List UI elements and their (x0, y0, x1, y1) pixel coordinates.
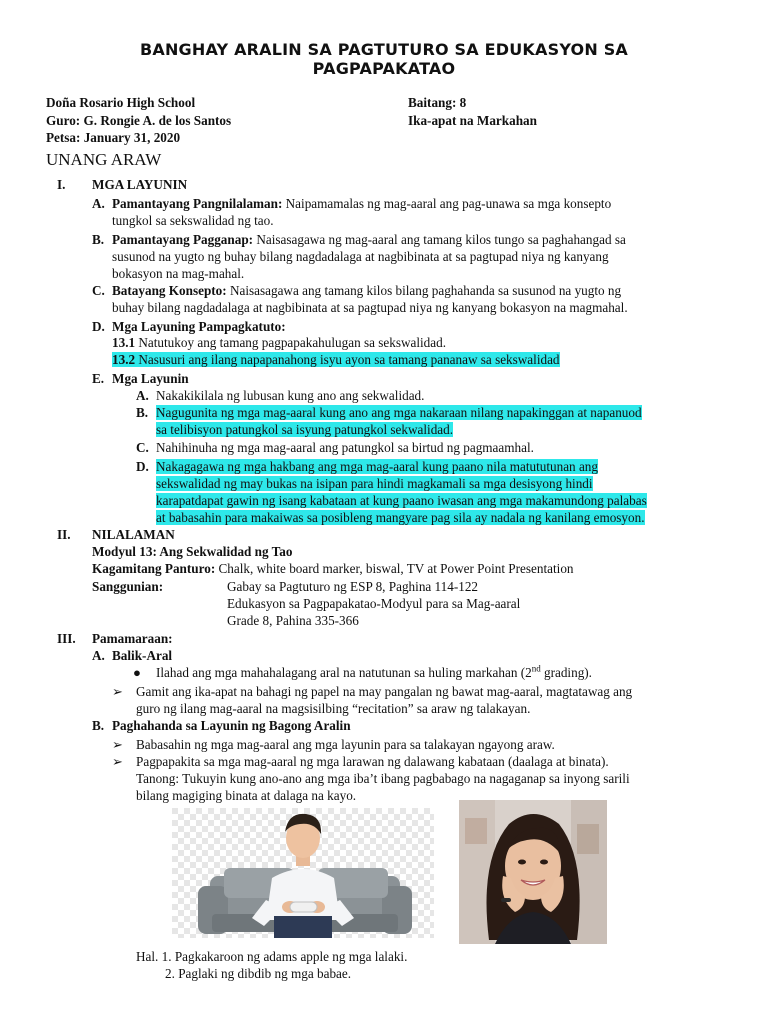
sub-a-text: Nakakikilala ng lubusan kung ano ang sekwalidad. (156, 388, 425, 403)
bullet-1-superscript: nd (531, 663, 541, 674)
lesson-date: Petsa: January 31, 2020 (46, 130, 181, 145)
reference-line-1: Gabay sa Pagtuturo ng ESP 8, Paghina 114-122 (227, 579, 479, 594)
arrow-1-line-1: Gamit ang ika-apat na bahagi ng papel na may pangalan ng bawat mag-aaral, magtatawag ang (136, 684, 633, 699)
teacher-name: Guro: G. Rongie A. de los Santos (46, 113, 232, 128)
arrow-3-text: Pagpapakita sa mga mag-aaral ng mga larawan ng dalawang kabataan (daalaga at binata). (136, 754, 609, 769)
item-c-label: C. (92, 283, 105, 298)
sub-d-label: D. (136, 459, 149, 474)
objective-13-2-highlight (112, 352, 560, 367)
item-a-line-2: tungkol sa sekswalidad ng tao. (112, 213, 274, 228)
boy-illustration (172, 808, 434, 938)
reference-line-2: Edukasyon sa Pagpapakatao-Modyul para sa Mag-aaral (227, 596, 521, 611)
sub-b-line-2-text: sa telibisyon patungkol sa isyung patungkol sekwalidad. (156, 422, 454, 437)
item-a-heading: Pamantayang Pangnilalaman: (112, 196, 283, 211)
arrow-1-line-2: guro ng ilang mag-aaral na magsisilbing “recitation” sa araw ng talakayan. (136, 701, 531, 716)
day-heading: UNANG ARAW (46, 150, 162, 169)
sub-d-line-4 (156, 510, 645, 526)
item-b-heading: Pamantayang Pagganap: (112, 232, 254, 247)
bullet-1-end: grading). (540, 665, 592, 680)
sub-d-line-4-text: at babasahin para makaiwas sa posibleng mangyare pag sila ay nadala ng kanilang emosyon. (156, 510, 645, 525)
sub-c-text: Nahihinuha ng mga mag-aaral ang patungkol sa birtud ng pagmaamhal. (156, 440, 534, 455)
arrow-icon: ➢ (112, 684, 124, 699)
item-e-label: E. (92, 371, 105, 386)
sub-d-line-2 (156, 476, 593, 492)
item-c-text: Naisasagawa ang tamang kilos bilang paghahanda sa susunod na yugto ng (226, 283, 622, 298)
sub-a-label: A. (136, 388, 149, 403)
section-3-number: III. (57, 631, 76, 646)
quarter: Ika-apat na Markahan (408, 113, 537, 128)
sub-b-line-2 (156, 422, 453, 438)
section-1-number: I. (57, 177, 66, 192)
girl-illustration (459, 800, 607, 944)
materials-heading: Kagamitang Panturo: (92, 561, 216, 576)
item-c-line-1 (112, 283, 621, 299)
objective-13-1 (112, 335, 446, 351)
arrow-icon: ➢ (112, 754, 124, 769)
objective-13-2-number: 13.2 (112, 352, 136, 367)
sub-d-line-1 (156, 459, 598, 475)
objective-13-1-number: 13.1 (112, 335, 136, 350)
section-3-title: Pamamaraan: (92, 631, 173, 646)
objective-13-2-text: Nasusuri ang ilang napapanahong isyu ayon sa tamang pananaw sa sekswalidad (135, 352, 560, 367)
materials-line (92, 561, 574, 577)
title-line-1: BANGHAY ARALIN SA PAGTUTURO SA EDUKASYON SA (139, 40, 629, 59)
school-name: Doña Rosario High School (46, 95, 196, 110)
materials-text: Chalk, white board marker, biswal, TV at Power Point Presentation (215, 561, 574, 576)
bullet-icon: ● (133, 665, 141, 680)
section-2-title: NILALAMAN (92, 527, 175, 542)
bullet-1-main: Ilahad ang mga mahahalagang aral na natutunan sa huling markahan (2 (156, 665, 532, 680)
bullet-1-text (156, 665, 592, 681)
title-line-2: PAGPAPAKATAO (312, 59, 456, 78)
item-b-line-2: susunod na yugto ng buhay bilang nagdadalaga at nagbibinata at sa pagtupad niya ng kanyang (112, 249, 609, 264)
item-d-label: D. (92, 319, 105, 334)
objective-13-2 (112, 352, 560, 368)
item-a-text: Naipamamalas ng mag-aaral ang pag-unawa sa mga konsepto (282, 196, 612, 211)
step-a-title: Balik-Aral (112, 648, 173, 663)
objective-13-1-text: Natutukoy ang tamang pagpapakahulugan sa sekswalidad. (135, 335, 446, 350)
sub-b-line-1 (156, 405, 642, 421)
sub-b-label: B. (136, 405, 149, 420)
document-title (40, 40, 728, 78)
item-b-line-1 (112, 232, 626, 248)
item-a-label: A. (92, 196, 105, 211)
sub-d-line-2-text: sekswalidad ng may bukas na isipan para hindi magkamali sa mga desisyong hindi (156, 476, 593, 491)
item-e-heading: Mga Layunin (112, 371, 189, 386)
example-line-2: 2. Paglaki ng dibdib ng mga babae. (165, 966, 352, 981)
module-title: Modyul 13: Ang Sekwalidad ng Tao (92, 544, 293, 559)
sub-c-label: C. (136, 440, 149, 455)
item-a-line-1 (112, 196, 611, 212)
references-heading: Sanggunian: (92, 579, 164, 594)
sub-d-line-1-text: Nakagagawa ng mga hakbang ang mga mag-aaral kung paano nila matututunan ang (156, 459, 598, 474)
sub-d-line-3-text: karapatdapat gawin ng isang kabataan at kung paano iwasan ang mga makamundong palabas (156, 493, 647, 508)
question-line-1: Tanong: Tukuyin kung ano-ano ang mga iba’t ibang pagbabago na nagaganap sa inyong sarili (136, 771, 630, 786)
item-b-text: Naisasagawa ng mag-aaral ang tamang kilos tungo sa paghahangad sa (253, 232, 626, 247)
item-b-line-3: bokasyon na mag-mahal. (112, 266, 245, 281)
item-d-heading: Mga Layuning Pampagkatuto: (112, 319, 286, 334)
reference-line-3: Grade 8, Pahina 335-366 (227, 613, 359, 628)
item-b-label: B. (92, 232, 105, 247)
section-1-title: MGA LAYUNIN (92, 177, 188, 192)
item-c-heading: Batayang Konsepto: (112, 283, 227, 298)
step-a-label: A. (92, 648, 105, 663)
photo-boy-gaming (172, 808, 434, 938)
arrow-icon: ➢ (112, 737, 124, 752)
step-b-label: B. (92, 718, 105, 733)
section-2-number: II. (57, 527, 71, 542)
question-line-2: bilang magiging binata at dalaga na kayo. (136, 788, 357, 803)
example-line-1: Hal. 1. Pagkakaroon ng adams apple ng mga lalaki. (136, 949, 408, 964)
sub-b-line-1-text: Nagugunita ng mga mag-aaral kung ano ang mga nakaraan nilang napakinggan at napanuod (156, 405, 642, 420)
step-b-title: Paghahanda sa Layunin ng Bagong Aralin (112, 718, 351, 733)
photo-girl-smiling (459, 800, 607, 944)
sub-d-line-3 (156, 493, 647, 509)
item-c-line-2: buhay bilang nagdadalaga at nagbibinata at sa pagtupad niya ng kanyang bokasyon na magmahal. (112, 300, 628, 315)
grade-level: Baitang: 8 (408, 95, 467, 110)
arrow-2-text: Babasahin ng mga mag-aaral ang mga layunin para sa talakayan ngayong araw. (136, 737, 555, 752)
